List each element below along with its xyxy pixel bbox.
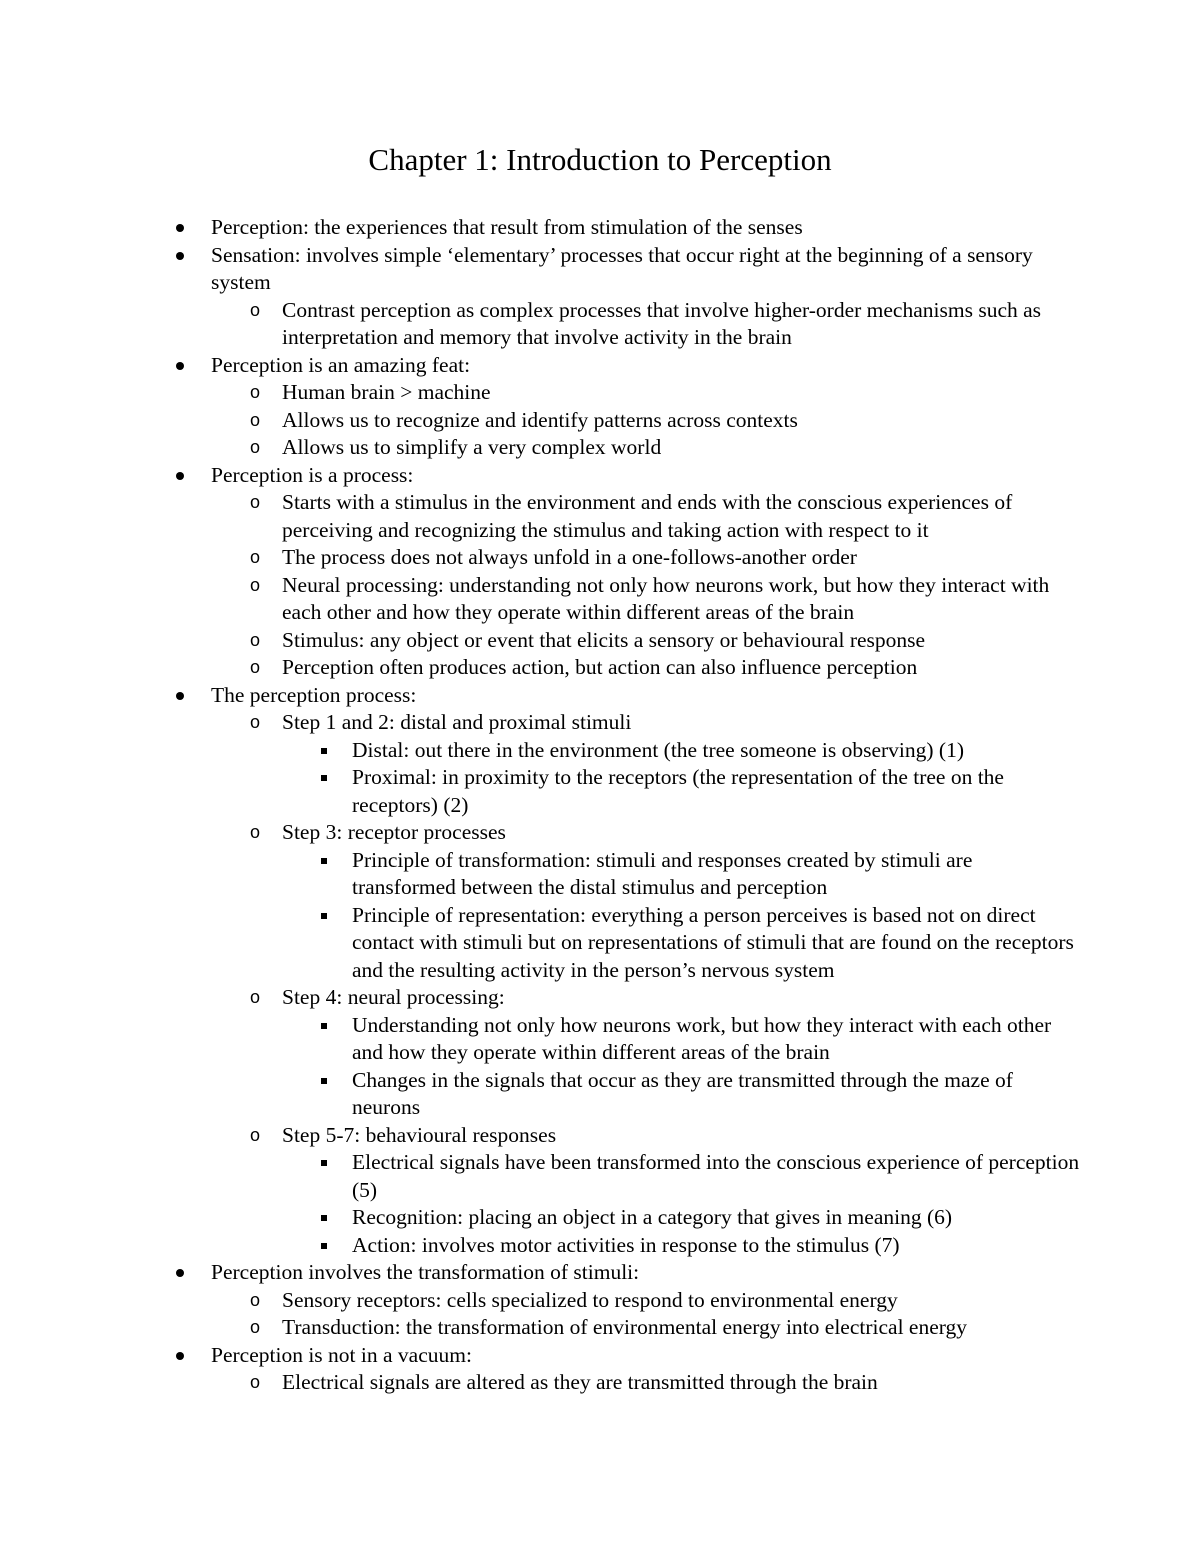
outline-item-level-2 — [0, 1369, 1200, 1397]
outline-item-text: Contrast perception as complex processes that involve higher-order mechanisms such as interpretation and memory that involve activity in the brain — [282, 297, 1042, 349]
outline-item-text: Action: involves motor activities in response to the stimulus (7) — [352, 1232, 900, 1257]
outline-item-text: Sensory receptors: cells specialized to respond to environmental energy — [282, 1287, 898, 1312]
bullet-circle-icon: o — [249, 494, 261, 514]
bullet-circle-icon: o — [249, 1319, 261, 1339]
outline-item-text: Recognition: placing an object in a category that gives in meaning (6) — [352, 1205, 953, 1229]
outline-item-level-2 — [0, 544, 1200, 572]
outline-item-text: Human brain > machine — [282, 380, 491, 404]
outline-item-text: Distal: out there in the environment (the tree someone is observing) (1) — [352, 737, 964, 762]
outline-item-level-2 — [0, 1287, 1200, 1315]
bullet-square-icon — [314, 1149, 334, 1177]
bullet-dot-icon — [170, 242, 190, 270]
outline-item-text: Step 3: receptor processes — [282, 820, 506, 844]
outline-item-text: Allows us to simplify a very complex world — [282, 435, 662, 459]
outline-item-text: The perception process: — [211, 682, 417, 707]
bullet-circle-icon: o — [249, 384, 261, 404]
outline-item-text: Proximal: in proximity to the receptors (the representation of the tree on the receptors) (2) — [352, 765, 1004, 817]
outline-item-text: Neural processing: understanding not only how neurons work, but how they interact with each other and how they operate within different areas of the brain — [282, 572, 1050, 624]
outline-item-level-3 — [0, 1012, 1200, 1067]
outline-item-text: Step 1 and 2: distal and proximal stimuli — [282, 710, 632, 734]
bullet-circle-icon: o — [249, 411, 261, 432]
bullet-square-icon — [314, 737, 334, 765]
outline-item-level-3 — [0, 764, 1200, 819]
outline-item-text: Perception involves the transformation of stimuli: — [211, 1260, 640, 1284]
bullet-circle-icon: o — [249, 989, 261, 1009]
outline-item-level-2 — [0, 627, 1200, 655]
bullet-circle-icon: o — [249, 714, 261, 734]
outline-item-text: Changes in the signals that occur as they are transmitted through the maze of neurons — [352, 1067, 1013, 1119]
outline-item-text: Perception is not in a vacuum: — [211, 1342, 472, 1367]
outline-item-text: Step 4: neural processing: — [282, 985, 505, 1009]
bullet-dot-icon — [170, 462, 190, 490]
bullet-circle-icon: o — [249, 824, 261, 844]
bullet-circle-icon: o — [249, 1374, 261, 1394]
outline-item-level-2 — [0, 407, 1200, 435]
outline-item-level-1 — [0, 1342, 1200, 1370]
outline-item-level-1 — [0, 462, 1200, 490]
outline-item-text: Allows us to recognize and identify patterns across contexts — [282, 407, 798, 432]
bullet-square-icon — [314, 1067, 334, 1095]
bullet-circle-icon: o — [249, 1126, 261, 1147]
bullet-circle-icon: o — [249, 439, 261, 459]
outline-item-level-3 — [0, 1204, 1200, 1232]
outline-item-text: Perception is an amazing feat: — [211, 352, 471, 377]
outline-item-text: Electrical signals are altered as they are transmitted through the brain — [282, 1370, 878, 1394]
outline-item-text: Perception is a process: — [211, 462, 414, 487]
outline-item-level-2 — [0, 297, 1200, 352]
bullet-dot-icon — [170, 1342, 190, 1370]
outline-item-level-3 — [0, 737, 1200, 765]
bullet-circle-icon: o — [249, 631, 261, 652]
outline-item-level-2 — [0, 572, 1200, 627]
outline-item-level-1 — [0, 214, 1200, 242]
outline-item-level-1 — [0, 1259, 1200, 1287]
outline-item-text: Principle of representation: everything a person perceives is based not on direct contact with stimuli but on representations of stimuli that are found on the receptors and the resulting activity in the person’s nervous system — [352, 902, 1074, 982]
bullet-square-icon — [314, 847, 334, 875]
bullet-square-icon — [314, 1012, 334, 1040]
outline-item-level-2 — [0, 819, 1200, 847]
outline-item-text: Perception: the experiences that result from stimulation of the senses — [211, 215, 803, 239]
outline-item-level-1 — [0, 242, 1200, 297]
page-title: Chapter 1: Introduction to Perception — [368, 142, 832, 177]
outline-item-level-3 — [0, 1149, 1200, 1204]
outline-item-level-2 — [0, 709, 1200, 737]
outline-item-text: Understanding not only how neurons work, but how they interact with each other and how they operate within different areas of the brain — [352, 1012, 1052, 1064]
outline-item-level-3 — [0, 1067, 1200, 1122]
outline-item-text: Step 5-7: behavioural responses — [282, 1122, 557, 1147]
bullet-circle-icon: o — [249, 549, 261, 569]
bullet-dot-icon — [170, 682, 190, 710]
bullet-square-icon — [314, 902, 334, 930]
outline-item-level-3 — [0, 847, 1200, 902]
bullet-square-icon — [314, 1204, 334, 1232]
outline-item-level-2 — [0, 379, 1200, 407]
bullet-outline — [0, 214, 1200, 1397]
outline-item-level-3 — [0, 1232, 1200, 1260]
outline-item-level-1 — [0, 682, 1200, 710]
outline-item-text: Starts with a stimulus in the environment and ends with the conscious experiences of perceiving and recognizing the stimulus and taking action with respect to it — [282, 490, 1013, 542]
bullet-square-icon — [314, 764, 334, 792]
outline-item-text: Transduction: the transformation of environmental energy into electrical energy — [282, 1315, 968, 1339]
outline-item-level-2 — [0, 984, 1200, 1012]
bullet-circle-icon: o — [249, 1291, 261, 1312]
outline-item-level-2 — [0, 1122, 1200, 1150]
outline-item-level-2 — [0, 1314, 1200, 1342]
bullet-circle-icon: o — [249, 576, 261, 597]
outline-item-text: Stimulus: any object or event that elicits a sensory or behavioural response — [282, 627, 926, 652]
outline-item-level-3 — [0, 902, 1200, 985]
outline-item-text: Electrical signals have been transformed into the conscious experience of perception (5) — [352, 1150, 1080, 1202]
bullet-dot-icon — [170, 214, 190, 242]
outline-item-text: Perception often produces action, but action can also influence perception — [282, 655, 918, 679]
bullet-square-icon — [314, 1232, 334, 1260]
bullet-dot-icon — [170, 352, 190, 380]
outline-item-text: Principle of transformation: stimuli and responses created by stimuli are transformed between the distal stimulus and perception — [352, 847, 973, 899]
outline-item-text: Sensation: involves simple ‘elementary’ processes that occur right at the beginning of a sensory system — [211, 242, 1033, 294]
outline-item-level-2 — [0, 434, 1200, 462]
outline-item-level-1 — [0, 352, 1200, 380]
bullet-dot-icon — [170, 1259, 190, 1287]
bullet-circle-icon: o — [249, 659, 261, 679]
outline-item-level-2 — [0, 489, 1200, 544]
outline-item-text: The process does not always unfold in a one-follows-another order — [282, 545, 857, 569]
outline-item-level-2 — [0, 654, 1200, 682]
bullet-circle-icon: o — [249, 301, 261, 322]
